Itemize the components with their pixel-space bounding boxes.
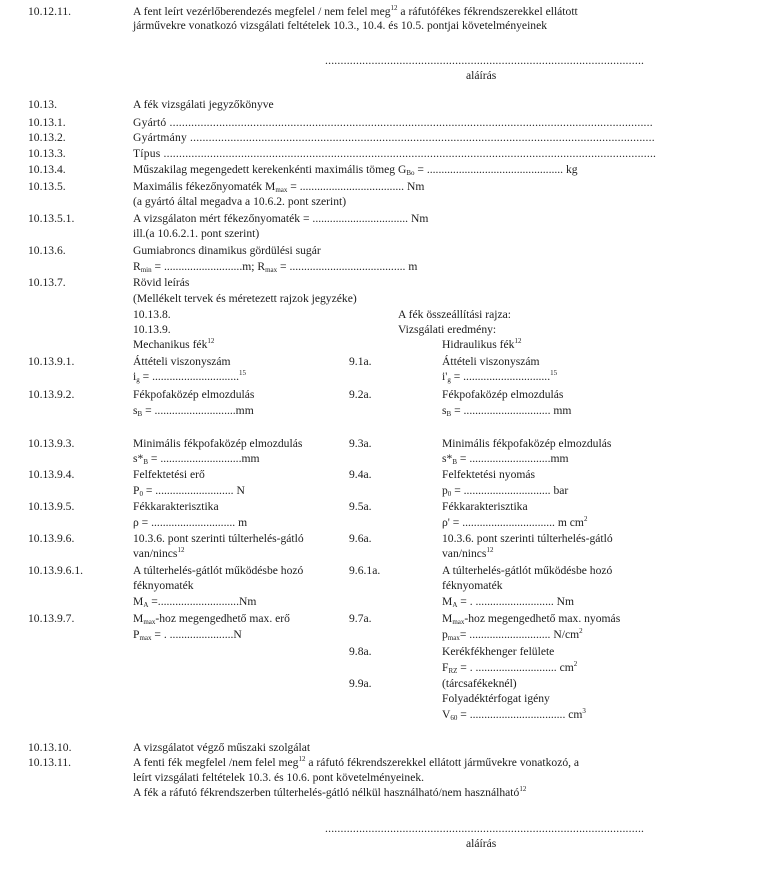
row-number: 9.4a. xyxy=(349,468,372,481)
row-number: 10.13.4. xyxy=(28,163,66,176)
result-title: Fékkarakterisztika xyxy=(442,500,528,513)
result-title: Áttételi viszonyszám xyxy=(133,355,231,368)
max-force-field xyxy=(133,628,242,642)
mechanical-brake-header xyxy=(133,338,214,352)
overload-presence-field xyxy=(133,547,184,561)
footnote-ref: 12 xyxy=(207,337,215,345)
technical-service-label: A vizsgálatot végző műszaki szolgálat xyxy=(133,741,311,754)
text: a ráfutó fékrendszerekkel ellátott járművekre vonatkozó, a xyxy=(305,756,580,769)
result-title: Felfektetési nyomás xyxy=(442,468,536,481)
max-braking-torque-field xyxy=(133,180,424,194)
row-number: 10.13.6. xyxy=(28,244,66,257)
contact-force-field xyxy=(133,484,245,498)
signature-line: ....................................................................................................... xyxy=(325,54,645,67)
row-number: 10.13.11. xyxy=(28,756,72,769)
text: = ............................mm xyxy=(456,452,569,465)
text: = .............................. xyxy=(139,370,240,383)
row-number: 10.13.9.5. xyxy=(28,500,75,513)
result-title: Fékkarakterisztika xyxy=(133,500,219,513)
row-number: 10.13.9.7. xyxy=(28,612,75,625)
text: = .............................. xyxy=(450,370,551,383)
row-number: 9.6.1a. xyxy=(349,564,381,577)
text: = . ............................ cm xyxy=(457,661,574,674)
measured-torque-field: A vizsgálaton mért fékezőnyomaték = ................................. Nm xyxy=(133,212,429,225)
row-number: 9.2a. xyxy=(349,388,372,401)
symbol: p xyxy=(442,628,448,641)
activation-torque-field xyxy=(133,595,256,609)
row-number: 10.13.10. xyxy=(28,741,72,754)
superscript: 2 xyxy=(583,515,588,523)
assembly-drawing-label: A fék összeállítási rajza: xyxy=(398,308,511,321)
text: = ............................mm xyxy=(147,452,260,465)
footnote-ref: 12 xyxy=(177,546,185,554)
symbol: M xyxy=(442,612,453,625)
row-number: 10.13.2. xyxy=(28,131,66,144)
displacement-value-field xyxy=(133,404,254,418)
row-number: 10.13.8. xyxy=(133,308,171,321)
symbol: s xyxy=(133,404,138,417)
row-number: 10.13.9.6.1. xyxy=(28,564,84,577)
activation-torque-field xyxy=(442,595,574,609)
min-displacement-field xyxy=(442,452,569,466)
subscript: max xyxy=(143,618,156,626)
text: = ...........................m; R xyxy=(151,260,266,273)
symbol: s* xyxy=(442,452,453,465)
symbol: p xyxy=(442,484,448,497)
contact-pressure-field xyxy=(442,484,568,498)
result-title: A túlterhelés-gátlót működésbe hozó xyxy=(442,564,613,577)
ratio-value-field xyxy=(442,370,557,384)
subscript: A xyxy=(452,601,458,609)
hydraulic-brake-header xyxy=(442,338,521,352)
overload-presence-field xyxy=(442,547,493,561)
result-title: féknyomaték xyxy=(133,579,194,592)
text: Mechanikus fék xyxy=(133,338,208,351)
final-statement-line: leírt vizsgálati feltételek 10.3. és 10.6. pont követelményeinek. xyxy=(133,771,425,784)
row-number: 9.8a. xyxy=(349,645,372,658)
subscript: max xyxy=(452,618,465,626)
text: A fent leírt vezérlőberendezés megfelel / nem felel meg xyxy=(133,5,391,18)
symbol: i' xyxy=(442,370,448,383)
footnote-ref: 12 xyxy=(514,337,522,345)
footnote-ref: 12 xyxy=(519,785,527,793)
subscript: B xyxy=(452,458,457,466)
final-statement-line xyxy=(133,756,579,770)
row-number: 10.13.9.6. xyxy=(28,532,75,545)
subscript: max xyxy=(139,634,152,642)
row-number: 9.1a. xyxy=(349,355,372,368)
row-number: 10.13.3. xyxy=(28,147,66,160)
text: = . ......................N xyxy=(151,628,242,641)
text: -hoz megengedhető max. nyomás xyxy=(464,612,621,625)
signature-line: ....................................................................................................... xyxy=(325,822,645,835)
section-number: 10.13. xyxy=(28,98,57,111)
result-title: Folyadéktérfogat igény xyxy=(442,692,550,705)
text: = . ........................... Nm xyxy=(457,595,575,608)
result-title: Felfektetési erő xyxy=(133,468,205,481)
result-title: Fékpofaközép elmozdulás xyxy=(442,388,564,401)
result-title: 10.3.6. pont szerinti túlterhelés-gátló xyxy=(442,532,613,545)
subscript: B xyxy=(143,458,148,466)
compliance-statement-line: járművekre vonatkozó vizsgálati feltételek 10.3., 10.4. és 10.5. pontjai követelményeinek xyxy=(133,19,548,32)
make-field: Gyártmány ...................................................................................................................................................... xyxy=(133,131,655,144)
max-pressure-field xyxy=(442,628,583,642)
result-title: 10.3.6. pont szerinti túlterhelés-gátló xyxy=(133,532,304,545)
max-mass-field xyxy=(133,163,578,177)
text: =............................Nm xyxy=(148,595,257,608)
result-title xyxy=(442,612,620,626)
result-title: Áttételi viszonyszám xyxy=(442,355,540,368)
row-number: 10.13.9.1. xyxy=(28,355,75,368)
subscript: Bo xyxy=(406,169,415,177)
result-title xyxy=(133,612,290,626)
final-statement-line xyxy=(133,786,526,800)
brake-characteristic-field: ρ = ............................. m xyxy=(133,516,248,529)
brake-characteristic-field xyxy=(442,516,587,530)
text: ρ' = ................................ m cm xyxy=(442,516,584,529)
subscript: 0 xyxy=(139,490,143,498)
note: (Mellékelt tervek és méretezett rajzok jegyzéke) xyxy=(133,292,357,305)
text: = ........................... N xyxy=(142,484,245,497)
row-number: 10.13.9.2. xyxy=(28,388,75,401)
text: a ráfutófékes fékrendszerekkel ellátott xyxy=(397,5,578,18)
ratio-value-field xyxy=(133,370,246,384)
subscript: B xyxy=(446,410,452,418)
cylinder-area-field xyxy=(442,661,577,675)
row-number: 10.13.5. xyxy=(28,180,66,193)
symbol: P xyxy=(133,628,140,641)
footnote-ref: 12 xyxy=(390,4,398,12)
type-field: Típus ............................................................................................................................................................... xyxy=(133,147,657,160)
symbol: s xyxy=(442,404,447,417)
superscript: 2 xyxy=(573,660,578,668)
result-title: féknyomaték xyxy=(442,579,503,592)
superscript: 2 xyxy=(579,627,583,635)
subscript: max xyxy=(265,266,278,274)
row-number: 10.13.5.1. xyxy=(28,212,75,225)
manufacturer-field: Gyártó ............................................................................................................................................................ xyxy=(133,116,653,129)
symbol: V xyxy=(442,708,451,721)
result-title: (tárcsafékeknél) xyxy=(442,677,517,690)
text: = ............................................... kg xyxy=(414,163,578,176)
superscript: 3 xyxy=(582,707,586,715)
min-displacement-field xyxy=(133,452,260,466)
result-title: Kerékfékhenger felülete xyxy=(442,645,555,658)
footnote-ref: 15 xyxy=(550,369,558,377)
text: A fenti fék megfelel /nem felel meg xyxy=(133,756,299,769)
subscript: max xyxy=(447,634,460,642)
text: = ................................. cm xyxy=(457,708,583,721)
row-number: 10.13.7. xyxy=(28,276,66,289)
result-title: Minimális fékpofaközép elmozdulás xyxy=(442,437,612,450)
symbol: M xyxy=(133,595,144,608)
result-title: Minimális fékpofaközép elmozdulás xyxy=(133,437,303,450)
text: van/nincs xyxy=(442,547,487,560)
section-number: 10.12.11. xyxy=(28,5,72,18)
compliance-statement-line xyxy=(133,5,578,19)
footnote-ref: 12 xyxy=(486,546,494,554)
note: ill.(a 10.6.2.1. pont szerint) xyxy=(133,227,260,240)
text: = ........................................ m xyxy=(277,260,418,273)
subscript: 60 xyxy=(450,714,458,722)
row-number: 9.6a. xyxy=(349,532,372,545)
symbol: R xyxy=(133,260,141,273)
symbol: s* xyxy=(133,452,144,465)
test-result-label: Vizsgálati eredmény: xyxy=(398,323,497,336)
tyre-radius-field xyxy=(133,260,417,274)
text: A fék a ráfutó fékrendszerben túlterhelés-gátló nélkül használható/nem használható xyxy=(133,786,520,799)
row-number: 10.13.1. xyxy=(28,116,66,129)
row-number: 9.7a. xyxy=(349,612,372,625)
text: Hidraulikus fék xyxy=(442,338,515,351)
row-number: 9.5a. xyxy=(349,500,372,513)
row-number: 10.13.9. xyxy=(133,323,171,336)
text: = .............................. mm xyxy=(451,404,572,417)
result-title: Fékpofaközép elmozdulás xyxy=(133,388,255,401)
subscript: g xyxy=(447,376,451,384)
text: Maximális fékezőnyomaték M xyxy=(133,180,276,193)
note: (a gyártó által megadva a 10.6.2. pont szerint) xyxy=(133,195,347,208)
result-title: A túlterhelés-gátlót működésbe hozó xyxy=(133,564,304,577)
footnote-ref: 12 xyxy=(298,755,306,763)
symbol: i xyxy=(133,370,137,383)
subscript: g xyxy=(136,376,140,384)
text: = .............................. bar xyxy=(451,484,569,497)
signature-label: aláírás xyxy=(466,837,497,850)
row-number: 10.13.9.4. xyxy=(28,468,75,481)
subscript: RZ xyxy=(448,667,458,675)
text: = .................................... Nm xyxy=(287,180,425,193)
symbol: M xyxy=(133,612,144,625)
subscript: max xyxy=(275,186,288,194)
row-number: 9.3a. xyxy=(349,437,372,450)
subscript: min xyxy=(140,266,152,274)
text: = ............................ N/cm xyxy=(459,628,580,641)
displacement-value-field xyxy=(442,404,571,418)
text: = ............................mm xyxy=(142,404,254,417)
symbol: M xyxy=(442,595,453,608)
tyre-radius-label: Gumiabroncs dinamikus gördülési sugár xyxy=(133,244,321,257)
symbol: F xyxy=(442,661,449,674)
signature-label: aláírás xyxy=(466,69,497,82)
text: -hoz megengedhető max. erő xyxy=(155,612,290,625)
short-description-label: Rövid leírás xyxy=(133,276,190,289)
symbol: P xyxy=(133,484,140,497)
subscript: A xyxy=(143,601,149,609)
row-number: 9.9a. xyxy=(349,677,372,690)
section-title: A fék vizsgálati jegyzőkönyve xyxy=(133,98,274,111)
footnote-ref: 15 xyxy=(239,369,247,377)
row-number: 10.13.9.3. xyxy=(28,437,75,450)
text: Műszakilag megengedett kerekenkénti maximális tömeg G xyxy=(133,163,407,176)
text: van/nincs xyxy=(133,547,178,560)
subscript: B xyxy=(137,410,143,418)
subscript: 0 xyxy=(447,490,452,498)
fluid-volume-field xyxy=(442,708,586,722)
